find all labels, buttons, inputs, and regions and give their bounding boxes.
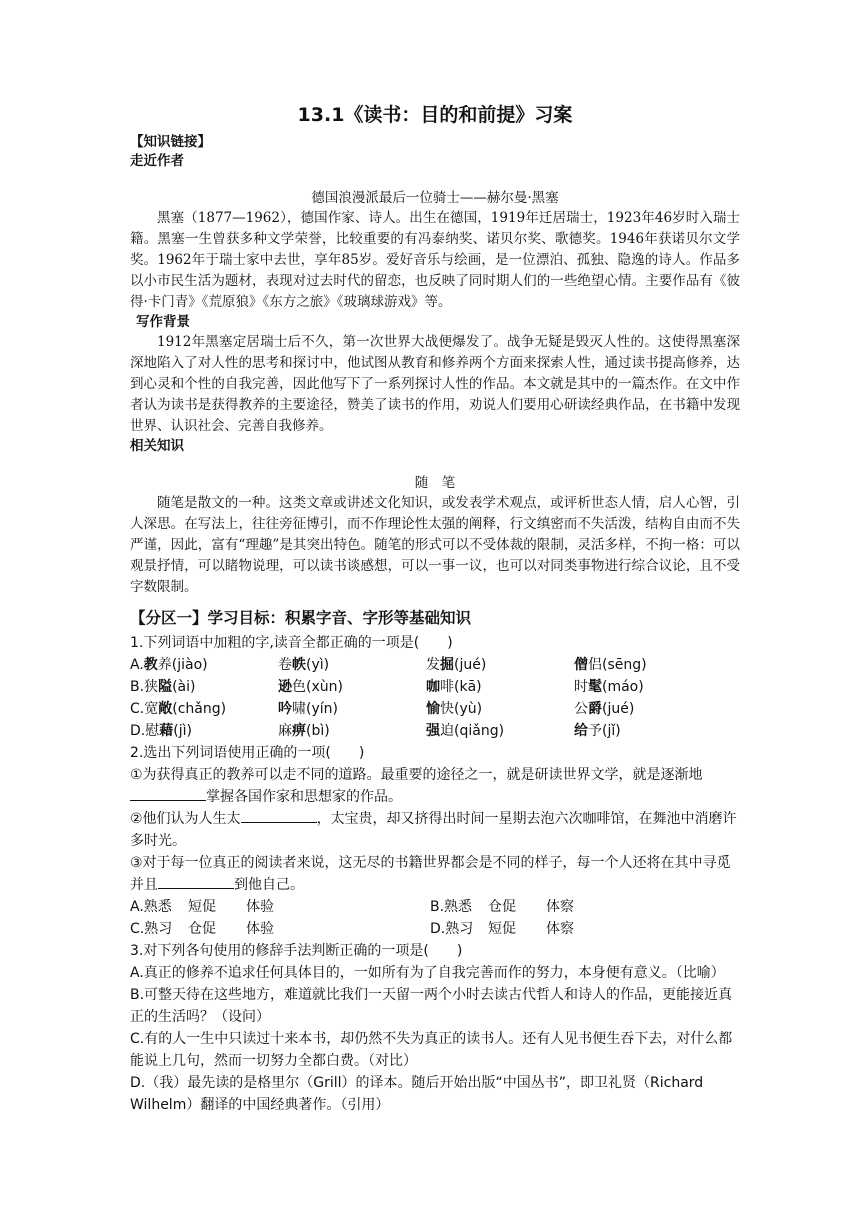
q1-option-cell: 时髦(máo) <box>574 679 644 695</box>
document-page <box>130 100 740 1116</box>
background-heading: 写作背景 <box>136 314 190 330</box>
essay-paragraph: 随笔是散文的一种。这类文章或讲述文化知识，或发表学术观点，或评析世态人情，启人心智，引人深思。在写法上，往往旁征博引，而不作理论性太强的阐释，行文缜密而不失活泼，结构自由而不失严谨，因此，富有“理趣”是其突出特色。随笔的形式可以不受体裁的限制，灵活多样，不拘一格：可以观景抒情，可以睹物说理，可以读书谈感想，可以一事一议，也可以对同类事物进行综合议论，且不受字数限制。 <box>130 495 740 595</box>
author-paragraph: 黑塞（1877—1962），德国作家、诗人。出生在德国，1919年迁居瑞士，1923年46岁时入瑞士籍。黑塞一生曾获多种文学荣誉，比较重要的有冯泰纳奖、诺贝尔奖、歌德奖。1946年获诺贝尔文学奖。1962年于瑞士家中去世，享年85岁。爱好音乐与绘画，是一位漂泊、孤独、隐逸的诗人。作品多以小市民生活为题材，表现对过去时代的留恋，也反映了同时期人们的一些绝望心情。主要作品有《彼得·卡门青》《荒原狼》《东方之旅》《玻璃球游戏》等。 <box>130 210 740 310</box>
q1-option-cell: 愉快(yù) <box>426 701 483 717</box>
q1-option-cell: 卷帙(yì) <box>278 657 330 673</box>
q1-option-cell: 吟啸(yín) <box>278 701 338 717</box>
knowledge-link-heading: 【知识链接】 <box>130 134 211 150</box>
q3-option-d: D.（我）最先读的是格里尔（Grill）的译本。随后开始出版“中国丛书”，即卫礼贤（Richard Wilhelm）翻译的中国经典著作。（引用） <box>130 1075 704 1113</box>
q1-option-cell: 麻痹(bì) <box>278 723 330 739</box>
q1-option-cell: 公爵(jué) <box>574 701 635 717</box>
q2-sentence-1: ①为获得真正的教养可以走不同的道路。最重要的途径之一，就是研读世界文学，就是逐渐地掌握各国作家和思想家的作品。 <box>130 767 703 805</box>
q2-sentence-3: ③对于每一位真正的阅读者来说，这无尽的书籍世界都会是不同的样子，每一个人还将在其中寻觅并且 到他自己。 <box>130 855 731 893</box>
q2-option-b: B.熟悉 仓促 体察 <box>430 899 574 915</box>
q2-option-c: C.熟习 仓促 体验 <box>130 921 274 937</box>
q1-option-cell: 逊色(xùn) <box>278 679 343 695</box>
essay-title: 随 笔 <box>414 475 456 491</box>
q1-option-cell: 给予(jǐ) <box>574 723 621 739</box>
section1-heading: 【分区一】学习目标：积累字音、字形等基础知识 <box>130 609 472 627</box>
q3-stem: 3.对下列各句使用的修辞手法判断正确的一项是( ) <box>130 943 463 959</box>
q1-option-cell: 僧侣(sēng) <box>574 657 647 673</box>
q1-options <box>130 654 740 742</box>
q1-stem: 1.下列词语中加粗的字,读音全都正确的一项是( ) <box>130 635 453 651</box>
q2-stem: 2.选出下列词语使用正确的一项( ) <box>130 745 365 761</box>
q2-sentence-2: ②他们认为人生太 ，太宝贵，却又挤得出时间一星期去泡六次咖啡馆，在舞池中消磨许多时光。 <box>130 811 737 849</box>
q1-option-cell: D.慰藉(jì) <box>130 723 192 739</box>
fill-blank <box>130 788 206 801</box>
q2-option-d: D.熟习 短促 体察 <box>430 921 574 937</box>
fill-blank <box>241 810 317 823</box>
q3-option-a: A.真正的修养不追求任何具体目的，一如所有为了自我完善而作的努力，本身便有意义。（比喻） <box>130 965 725 981</box>
q3-option-b: B.可整天待在这些地方，难道就比我们一天留一两个小时去读古代哲人和诗人的作品，更能接近真正的生活吗？（设问） <box>130 987 733 1025</box>
q1-option-cell: 咖啡(kā) <box>426 679 482 695</box>
author-heading: 走近作者 <box>130 153 184 169</box>
fill-blank <box>158 876 234 889</box>
q1-option-cell: B.狭隘(ài) <box>130 679 196 695</box>
q1-option-cell: A.教养(jiào) <box>130 657 208 673</box>
q1-option-cell: 强迫(qiǎng) <box>426 723 505 739</box>
q2-options <box>130 896 740 940</box>
author-subtitle: 德国浪漫派最后一位骑士——赫尔曼·黑塞 <box>311 190 559 206</box>
related-heading: 相关知识 <box>130 438 184 454</box>
background-paragraph: 1912年黑塞定居瑞士后不久，第一次世界大战便爆发了。战争无疑是毁灭人性的。这使得黑塞深深地陷入了对人性的思考和探讨中，他试图从教育和修养两个方面来探索人性，通过读书提高修养，达到心灵和个性的自我完善，因此他写下了一系列探讨人性的作品。本文就是其中的一篇杰作。在文中作者认为读书是获得教养的主要途径，赞美了读书的作用，劝说人们要用心研读经典作品，在书籍中发现世界、认识社会、完善自我修养。 <box>130 334 740 434</box>
q3-option-c: C.有的人一生中只读过十来本书，却仍然不失为真正的读书人。还有人见书便生吞下去，对什么都能说上几句，然而一切努力全都白费。（对比） <box>130 1031 733 1069</box>
q2-option-a: A.熟悉 短促 体验 <box>130 899 274 915</box>
q1-option-cell: C.宽敞(chǎng) <box>130 701 227 717</box>
q1-option-cell: 发掘(jué) <box>426 657 487 673</box>
page-title: 13.1《读书：目的和前提》习案 <box>297 104 573 126</box>
